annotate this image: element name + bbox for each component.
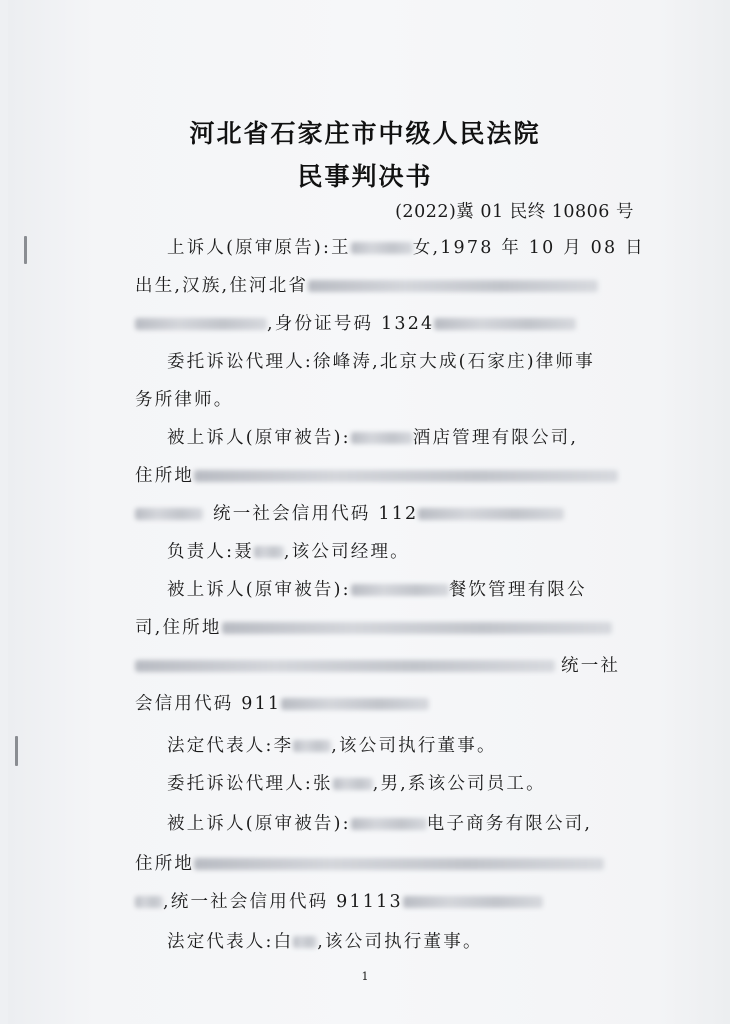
- redacted-name: [293, 936, 317, 948]
- redacted-name: [333, 778, 373, 790]
- redacted-credit-code: [403, 896, 543, 908]
- appellant-label: 上诉人(原审原告):王: [167, 238, 351, 258]
- respondent-2-agent-role: ,男,系该公司员工。: [372, 774, 546, 794]
- document-type-title: 民事判决书: [297, 162, 433, 191]
- respondent-1-head-role: ,该公司经理。: [283, 542, 410, 562]
- respondent-3-credit-label: ,统一社会信用代码 91113: [163, 892, 403, 912]
- appellant-address-line: [135, 272, 598, 297]
- respondent-3-address-line: [135, 850, 604, 875]
- respondent-2-rep-line: [167, 732, 497, 757]
- respondent-3-label: 被上诉人(原审被告):: [167, 814, 351, 834]
- respondent-2-label: 被上诉人(原审被告):: [167, 580, 351, 600]
- redacted-credit-code: [418, 508, 564, 520]
- respondent-1-head-line: [167, 538, 410, 563]
- respondent-1-label: 被上诉人(原审被告):: [167, 428, 351, 448]
- redacted-address: [194, 470, 618, 482]
- respondent-3-company: 电子商务有限公司,: [426, 814, 593, 834]
- redacted-address-cont: [135, 318, 267, 330]
- appellant-agent-line-cont: 务所律师。: [135, 390, 234, 410]
- staple-mark-bottom: [15, 736, 18, 766]
- respondent-2-line: [167, 576, 587, 601]
- redacted-name: [293, 740, 331, 752]
- respondent-2-address-line: [135, 614, 612, 639]
- respondent-2-agent-line: [167, 770, 546, 795]
- staple-mark-top: [24, 236, 27, 264]
- respondent-1-company: 酒店管理有限公司,: [412, 428, 579, 448]
- respondent-3-address-label: 住所地: [135, 854, 195, 874]
- respondent-2-rep-role: ,该公司执行董事。: [331, 736, 497, 756]
- redacted-address-cont: [135, 896, 163, 908]
- respondent-1-credit-line: [135, 500, 564, 525]
- court-title: 河北省石家庄市中级人民法院: [189, 119, 541, 148]
- redacted-company-name: [351, 818, 427, 830]
- respondent-1-address-label: 住所地: [135, 466, 195, 486]
- appellant-birth: 女,1978 年 10 月 08 日: [412, 238, 645, 258]
- respondent-2-credit-code-label: 会信用代码 911: [135, 694, 282, 714]
- respondent-1-line: [167, 424, 578, 449]
- respondent-2-agent-label: 委托诉讼代理人:张: [167, 774, 333, 794]
- redacted-address-cont: [135, 660, 555, 672]
- redacted-id-number: [434, 318, 576, 330]
- page-number: 1: [361, 970, 369, 983]
- redacted-name: [254, 546, 284, 558]
- respondent-2-credit-line-cont: [135, 690, 429, 715]
- respondent-2-address-label: 司,住所地: [135, 618, 222, 638]
- appellant-id-line: [135, 310, 576, 335]
- appellant-address-label: 出生,汉族,住河北省: [135, 276, 309, 296]
- redacted-address: [194, 858, 604, 870]
- respondent-1-address-line: [135, 462, 618, 487]
- respondent-1-head-label: 负责人:聂: [167, 542, 254, 562]
- respondent-3-rep-line: [167, 928, 483, 953]
- respondent-3-credit-line: [135, 888, 543, 913]
- case-number: (2022)冀 01 民终 10806 号: [395, 202, 634, 222]
- redacted-company-name: [351, 584, 449, 596]
- respondent-2-rep-label: 法定代表人:李: [167, 736, 294, 756]
- respondent-2-credit-line: [135, 652, 620, 677]
- respondent-2-credit-label: 统一社: [561, 656, 621, 676]
- appellant-agent-line: 委托诉讼代理人:徐峰涛,北京大成(石家庄)律师事: [167, 352, 595, 372]
- appellant-line: [167, 234, 645, 259]
- redacted-company-name: [351, 432, 413, 444]
- respondent-3-rep-role: ,该公司执行董事。: [317, 932, 483, 952]
- respondent-1-credit-label: 统一社会信用代码 112: [213, 504, 419, 524]
- respondent-2-company: 餐饮管理有限公: [448, 580, 587, 600]
- appellant-id-label: ,身份证号码 1324: [267, 314, 435, 334]
- redacted-credit-code: [281, 698, 429, 710]
- respondent-3-line: [167, 810, 592, 835]
- redacted-address: [222, 622, 612, 634]
- respondent-3-rep-label: 法定代表人:白: [167, 932, 294, 952]
- redacted-address-cont: [135, 508, 203, 520]
- redacted-name: [351, 242, 413, 254]
- redacted-address: [308, 280, 598, 292]
